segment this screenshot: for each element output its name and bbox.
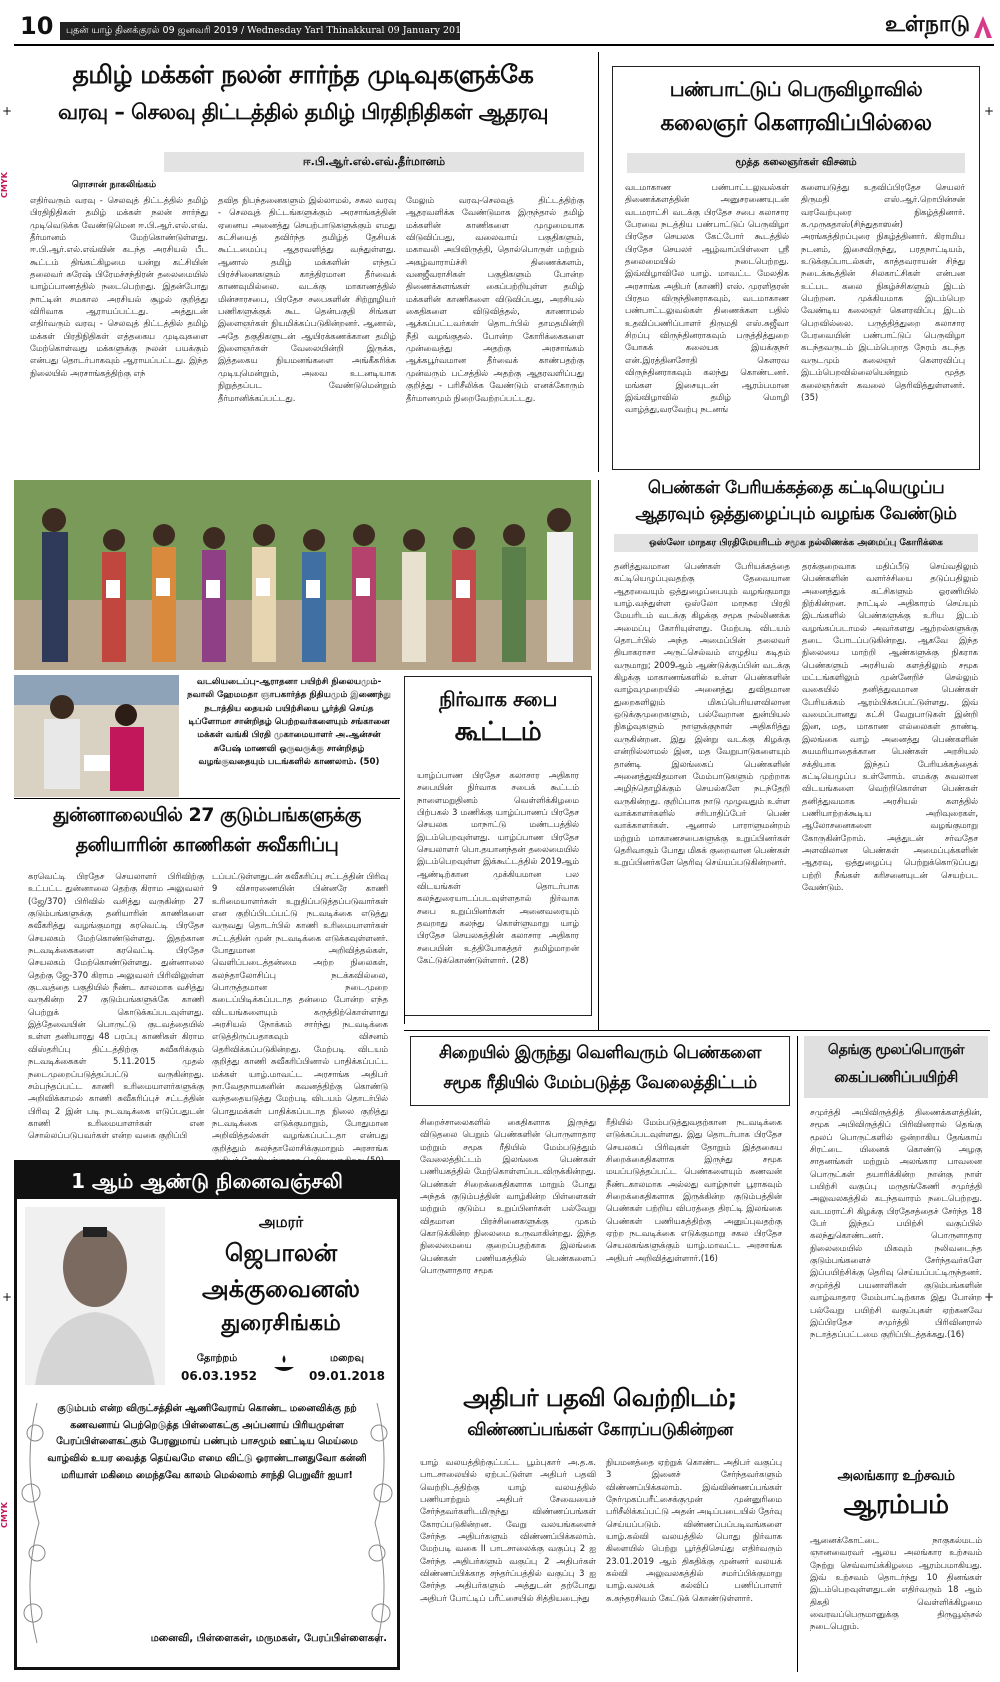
- obituary-name-line3: துரைசிங்கம்: [221, 1311, 341, 1336]
- story-subhead: ஈ.பி.ஆர்.எல்.எவ்.தீர்மானம்: [164, 152, 584, 172]
- obituary-prefix: அமரர்: [258, 1213, 304, 1231]
- obituary-signatories: மனைவி, பிள்ளைகள், மருமகள், பேரப்பிள்ளைகள்.: [150, 1633, 387, 1644]
- story-column: ரீதியில் மேம்படுத்துவதற்கான நடவடிக்கை எடுக்கப்படவுள்ளது. இது தொடர்பாக பிரதேச செயலகப் பிரிவுகள் தோறும் இத்தகைய சிறைக்கைதிகளாக இருந்து சமூக மயப்படுத்தப்பட்ட பெண்களையும் கணவன் நீண்டகாலமாக அல்லது வாழ்நாள் பூராகவும் சிறைக்கைதிகளாக இருக்கின்ற குடும்பத்தின் பெண்கள் பற்றிய விபரத்தை திரட்டி இலங்கை பெண்கள் பணியகத்திற்கு அனுப்புவதற்கு ஏற்ற நடவடிக்கை எடுக்குமாறு சகல பிரதேச செயலகங்களுக்கும் யாழ்.மாவட்ட அரசாங்க அதிபர் அறிவித்துள்ளார்.(16): [606, 1117, 782, 1263]
- birth-label: தோற்றம்: [196, 1353, 238, 1364]
- story-land-acquisition: [14, 800, 400, 1153]
- story-column: கரவெட்டி பிரதேச செயலாளர் பிரிவிற்கு உட்பட்ட துன்னாலை தெற்கு கிராம அலுவலர் (ஜே/370) பிரிவில் வசித்து வருகின்ற 27 குடும்பங்களுக்கு தனியாரின் காணிகளை சுவீகரித்து வழங்குமாறு கரவெட்டி பிரதேச செயலகம் மேற்கொண்டுள்ளது. இதற்கான நடவடிக்கைகளை கரவெட்டி பிரதேச செயலகம் மேற்கொண்டுள்ளது. துன்னாலை தெற்கு ஜே-370 கிராம அலுவலர் பிரிவிலுள்ள குடவத்தை பகுதியில் நீண்ட காலமாக வசித்து வருகின்ற 27 குடும்பங்களுக்கே காணி பெற்றுக் கொடுக்கப்படவுள்ளது. இத்தேவையின் பொருட்டு குடவத்தையில் உள்ள தனியாரது 48 பரப்பு காணிகள் கிராம விஸ்தரிப்பு திட்டத்திற்கு சுவீகரிக்கும் நடவடிக்கைகள் 5.11.2015 முதல் நடைமுறைப்படுத்தப்பட்டு வருகின்றது. சம்பந்தப்பட்ட காணி உரிமையாளர்களுக்கு அறிவிக்காமல் காணி சுவீகரிப்புச் சட்டத்தின் பிரிவு 2 இன் படி நடவடிக்கை எடுப்பதுடன் காணி உரிமையாளர்கள் என சொல்லப்படுபவர்கள் என்ற வகை குறிப்பி: [28, 871, 204, 1141]
- story-headline-line2: கூட்டம்: [454, 717, 542, 747]
- group-photo-figures: [14, 480, 591, 670]
- column-divider: [598, 52, 599, 472]
- story-headline-line2: ஆரம்பம்: [843, 1490, 949, 1520]
- story-column: டப்பட்டுள்ளதுடன் சுவீகரிப்பு சட்டத்தின் பிரிவு 9 விசாரணையின் பின்னரே காணி உரிமையாளர்கள் உறுதிப்படுத்தப்படுவார்கள் என குறிப்பிடப்பட்டு நடவடிக்கை எடுத்து வருவது தொடர்பில் காணி உரிமையாளர்கள் சட்டத்தின் முன் நடவடிக்கை எடுக்கவுள்ளனர். போதுமான அறிவித்தல்கள், வெளிப்படைத்தன்மை அற்ற நிலைகள், கலந்தாலோசிப்பு நடக்கவில்லை, பொருத்தமான நடைமுறை கடைப்பிடிக்கப்படாத தன்மை போன்ற எந்த விடயங்களையும் கருத்திற்கொள்ளாது அரசியல் நோக்கம் சார்ந்து நடவடிக்கை எடுத்திருப்பதாகவும் விசனம் தெரிவிக்கப்படுகின்றது. மேற்படி விடயம் குறித்து காணி சுவீகரிப்பினால் பாதிக்கப்பட்ட மக்கள் யாழ்.மாவட்ட அரசாங்க அதிபர் நா.வேதநாயகனின் கவனத்திற்கு கொண்டு வந்ததையடுத்து மேற்படி விடயம் தொடர்பில் பொதுமக்கள் பாதிக்கப்படாத நிலை குறித்து நடவடிக்கை எடுக்குமாறும், போதுமான அறிவித்தல்கள் வழங்கப்பட்டதா என்பது குறித்தும் கலந்தாலோசிக்குமாறும் அரசாங்க: [212, 871, 388, 1153]
- story-headline-line1: நிர்வாக சபை: [439, 687, 557, 711]
- masthead: [0, 0, 1000, 46]
- story-body: யாழ்ப்பாண பிரதேச கலாசார அதிகார சபையின் நிர்வாக சபைக் கூட்டம் நாளைமறுதினம் வெள்ளிக்கிழமை பிற்பகல் 3 மணிக்கு யாழ்ப்பாணப் பிரதேச செயலக மாநாட்டு மண்டபத்தில் இடம்பெறவுள்ளது. யாழ்ப்பாண பிரதேச செயலாளர் பொ.தயானந்தன் தலைமையில் இடம்பெறவுள்ள இக்கூட்டத்தில் 2019ஆம் ஆண்டிற்கான முக்கியமான பல விடயங்கள் தொடர்பாக கலந்துரையாடப்படவுள்ளதால் நிர்வாக சபை உறுப்பினர்கள் அனைவரையும் தவறாது கலந்து கொள்ளுமாறு யாழ் பிரதேச செயலகத்தின் கலாசார அதிகார சபையின் உத்தியோகத்தர் தமிழ்மாறன் கேட்டுக்கொண்டுள்ளார். (28): [417, 770, 579, 966]
- story-festival-start: [804, 1464, 988, 1674]
- story-body: ஆனைக்கோட்டை நாகுகல்மடம் ஞானவைரவர் ஆலய அலங்கார உற்சவம் நேற்று செவ்வாய்க்கிழமை ஆரம்பமாகியது. இவ் உற்சவம் தொடர்ந்து 10 தினங்கள் இடம்பெறவுள்ளதுடன் எதிர்வரும் 18 ஆம் திகதி வெள்ளிக்கிழமை வைரவப்பெருமானுக்கு திருவூஞ்சல் நடைபெறும்.: [810, 1535, 982, 1632]
- story-headline-line2: வரவு – செலவு திட்டத்தில் தமிழ் பிரதிநிதிகள் ஆதரவு: [58, 100, 548, 124]
- story-subhead: மூத்த கலைஞர்கள் விசனம்: [627, 153, 965, 173]
- registration-mark-icon: +: [2, 104, 13, 118]
- story-cultural-festival: [612, 66, 980, 470]
- story-headline-line2: கலைஞர் கௌரவிப்பில்லை: [660, 111, 932, 136]
- obituary-banner: 1 ஆம் ஆண்டு நினைவஞ்சலி: [17, 1163, 397, 1199]
- story-subhead: ஒஸ்லோ மாநகர பிரதிமேயரிடம் சமூக நல்லிணக்க அமைப்பு கோரிக்கை: [614, 534, 978, 552]
- group-photo: [14, 480, 591, 670]
- page-number: 10: [20, 12, 54, 40]
- story-headline-line2: சமூக ரீதியில் மேம்படுத்த வேலைத்திட்டம்: [443, 1073, 757, 1093]
- section-divider: [404, 1030, 990, 1031]
- date-english: Wednesday Yarl Thinakkural 09 January 2019: [247, 25, 468, 36]
- lamp-icon: [272, 1353, 296, 1375]
- story-column: மேலும் வரவு-செலவுத் திட்டத்திற்கு ஆதரவளிக்க வேண்டுமாக இருந்தால் தமிழ் மக்களின் காணிகளை முழுமையாக விடுவிப்பது, வலைவாய் பகுதிகளும், மகாவலி அபிவிருத்தி, தொல்பொருள் மற்றும் அகழ்வாராய்ச்சி திணைக்களம், வனஜீவராசிகள் பகுதிகளும் போன்ற திணைக்களங்கள் கைப்பற்றியுள்ள தமிழ் மக்களின் காணிகளை விடுவிப்பது, அரசியல் கைதிகளை விடுவித்தல், காணாமல் ஆக்கப்பட்டவர்கள் தொடர்பில் தாமதமின்றி நீதி வழங்குதல். போன்ற கோரிக்கைகளை முன்வைத்து அதற்கு அரசாங்கம் ஆக்கபூர்வமான தீர்வைக் காண்பதற்கு முன்வரும் பட்சத்தில் அதற்கு ஆதரவளிப்பது குறித்து - பரிசீலிக்க வேண்டும் எனக்கோரும் தீர்மானமும் நிறைவேற்றப்பட்டது.: [406, 195, 584, 403]
- story-column: தனித்துவமான பெண்கள் பேரியக்கத்தை கட்டியெழுப்புவதற்கு தேவையான ஆதரவையும் ஒத்துழைப்பையும் வழங்குமாறு யாழ்.வந்துள்ள ஒஸ்லோ மாநகர பிரதி மேயரிடம் வடக்கு கிழக்கு சமூக நல்லிணக்க அமைப்பு கோரியுள்ளது. மேற்படி விடயம் தொடர்பில் அந்த அமைப்பின் தலைவர் தியாகராசா அருட்செல்வம் எழுதிய கடிதம் வருமாறு; 2009ஆம் ஆண்டுக்குப்பின் வடக்கு கிழக்கு மாகாணங்களில் உள்ள பெண்களின் வாழ்வுமுறையில் அனைத்து துவிதமான துறைகளிலும் மிகப்பெரியளவிலான ஒடுக்குமுறைகளும், பல்வேறான துன்பியல் நிகழ்வுகளும் நாளுக்குநாள் அதிகரித்து வருகின்றன. இது இன்று வடக்கு கிழக்கு என்றில்லாமல் இன, மத வேறுபாடுகளையும் தாண்டி இலங்கைப் பெண்களின் அனைத்துவிதமான மேம்பாடுகளும் முற்றாக அழிந்தொழிக்கும் செயல்களே நடந்தேறி வருகின்றது. குறிப்பாக நாடு முழுவதும் உள்ள வாக்காளர்களில் சரிபாதிப்பேர் பெண் வாக்காளர்கள். ஆனால் பாராளுமன்றம் மற்றும் மாகாணசபைகளுக்கு உறுப்பினர்கள் தெரிவாகும் போது மிகக் குறைவான பெண்கள் உறுப்பினர்களே தெரிவு செய்யப்படுகின்றனர்.: [614, 561, 790, 868]
- story-column: யாழ் வலயத்திற்குட்பட்ட பூம்புகார் அ.த.க. பாடசாலையில் ஏற்பட்டுள்ள அதிபர் பதவி வெற்றிடத்திற்கு யாழ் வலயத்தில் பணியாற்றும் அதிபர் சேவையைச் சேர்ந்தவர்களிடமிருந்து விண்ணப்பங்கள் கோரப்படுகின்றன. வேறு வலயங்களைச் சேர்ந்த அதிபர்களும் விண்ணப்பிக்கலாம். மேற்படி வகை II பாடசாலைக்கு வகுப்பு 2 ஐ சேர்ந்த அதிபர்களும் வகுப்பு 2 அதிபர்கள் விண்ணப்பிக்காத சந்தர்ப்பத்தில் வகுப்பு 3 ஐ சேர்ந்த அதிபர்களும் அத்துடன் தற்போது அதிபர் போட்டிப் பரீட்சையில் சித்தியடைந்து: [420, 1457, 596, 1603]
- story-body: சமுர்த்தி அபிவிருத்தித் திணைக்களத்தின், சமூக அபிவிருத்திப் பிரிவினரால் தெங்கு மூலப் பொருட்களில் ஒன்றாகிய தேங்காய் சிரட்டை யினைக் கொண்டு அழகு சாதனங்கள் மற்றும் அலங்கார பாவனை பொருட்கள் தயாரிக்கின்ற நான்கு நாள் பயிற்சி வகுப்பு மருதங்கேணி சமுர்த்தி அலுவலகத்தில் கடந்தவாரம் நடைபெற்றது. வடமராட்சி கிழக்கு பிரதேசத்தைச் சேர்ந்த 18 பேர் இந்தப் பயிற்சி வகுப்பில் கலந்துகொண்டனர். பொருளாதார நிலைமையில் மிகவும் நலிவடைந்த குடும்பங்களைச் சேர்ந்தவர்களே இப்பயிற்சிக்கு தெரிவு செய்யப்பட்டிருந்தனர். சமுர்த்தி பயனாளிகள் குடும்பங்களின் வாழ்வாதார மேம்பாட்டிற்காக இது போன்ற பல்வேறு பயிற்சி வகுப்புகள் ஏற்கனவே இப்பிரதேச சமுர்த்தி பிரிவினரால் நடாத்தப்பட்டமை குறிப்பிடத்தக்கது.(16): [810, 1107, 982, 1340]
- story-headline-line2: ஆதரவும் ஒத்துழைப்பும் வழங்க வேண்டும்: [635, 504, 957, 524]
- story-column: சிறைச்சாலைகளில் கைதிகளாக இருந்து விடுதலை பெறும் பெண்களின் பொருளாதார மற்றும் சமூக ரீதியில் மேம்படுத்தும் வேலைத்திட்டம் இலங்கை பெண்கள் பணியகத்தில் மேற்கொள்ளப்படவிருக்கின்றது. பெண்கள் சிறைக்கைதிகளாக மாறும் போது அந்தக் குடும்பத்தின் வாழ்கின்ற பிள்ளைகள் மற்றும் குடும்ப உறுப்பினர்கள் பல்வேறு விதமான பிரச்சினைகளுக்கு முகம் கொடுக்கின்ற நிலைமை உருவாகின்றது. இந்த நிலைமையை குறைப்பதற்காக இலங்கை பெண்கள் பணியகத்தில் பெண்களைப் பொருளாதார சமூக: [420, 1117, 596, 1276]
- flower-decoration-icon: [17, 1403, 57, 1643]
- story-column: எதிர்வரும் வரவு - செலவுத் திட்டத்தில் தமிழ் பிரதிநிதிகள் தமிழ் மக்கள் நலன் சார்ந்து முடிவெடுக்க வேண்டுமென ஈ.பி.ஆர்.எல்.எவ். தீர்மானம் மேற்கொண்டுள்ளது. ஈ.பி.ஆர்.எல்.எவ்வின் கடந்த அரசியல் பீட கூட்டம் திங்கட்கிழமை யன்று கட்சியின் தலைவர் சுரேஷ் பிரேமச்சந்திரன் தலைமையில் யாழ்ப்பாணத்தில் நடைபெற்றது. இதன்போது நாட்டின் சமகால அரசியல் சூழல் குறித்து விரிவாக ஆராயப்பட்டது. அத்துடன் எதிர்வரும் வரவு - செலவுத் திட்டத்தில் தமிழ் மக்கள் பிரதிநிதிகள் எத்தகைய முடிவுகளை மேற்கொள்வது மக்களுக்கு நலன் பயக்கும் என்பது தொடர்பாகவும் ஆராயப்பட்டது. இந்த நிலையில் அரசாங்கத்திற்கு எந்: [30, 195, 208, 378]
- story-column: வடமாகாண பண்பாட்டலுவல்கள் திணைக்களத்தின் அனுசரணையுடன் வடமராட்சி வடக்கு பிரதேச சபை கலாசார பேரவை நடத்திய பண்பாட்டுப் பெருவிழா பிரதேச செயலக கேட்போர் கூடத்தில் பிரதேச செயலர் ஆழ்வாப்பிள்ளை ஸ்ரீ தலைமையில் நடைபெற்றது. இவ்விழாவிலே யாழ். மாவட்ட மேலதிக அரசாங்க அதிபர் (காணி) எஸ். முரளிதரன் பிரதம விருந்தினராகவும், வடமாகாண பண்பாட்டலுவல்கள் திணைக்கள பதில் உதவிப்பணிப்பாளர் திருமதி எஸ்.சுஜீவா சிறப்பு விருந்தினராகவும் பருத்தித்துறை யோகக் கலையக இயக்குநர் என்.இரத்தினசோதி கௌரவ விருந்தினராகவும் கலந்து கொண்டனர். மங்கள இசையுடன் ஆரம்பமான இவ்விழாவில் தமிழ் மொழி வாழ்த்து,வரவேற்பு நடனங்: [625, 182, 789, 415]
- story-headline-line1: துன்னாலையில் 27 குடும்பங்களுக்கு: [53, 804, 361, 826]
- date-banner: புதன் யாழ் தினக்குரல் 09 ஜனவரி 2019 / Wednesday Yarl Thinakkural 09 January 2019: [60, 22, 460, 40]
- section-divider: [14, 798, 400, 799]
- story-headline-line1: அதிபர் பதவி வெற்றிடம்;: [463, 1384, 737, 1412]
- portrait-photo: [25, 1207, 165, 1385]
- story-principal-vacancy: [410, 1380, 790, 1674]
- obituary-verse: குடும்பம் என்ற விருட்சத்தின் ஆணிவேராய் கொண்ட மனைவிக்கு நற் கணவனாய் பெற்றெடுத்த பிள்ளைகட்கு அப்பனாய் பிரியமுள்ள பேரப்பிள்ளைகட்கும் பேரனுமாய் பண்பும் பாசமும் ஊட்டிய மெய்மை வாழ்வில் உயர வைத்த தெய்வமே எமை விட்டு ஓராண்டானதுவோ கன்னி மரியாள் மகிமை மைந்தவே காலம் மெல்லாம் சாந்தி பெறுவீர் ஐயா!: [47, 1403, 367, 1481]
- obituary-name-line2: அக்குவைனஸ்: [202, 1275, 360, 1303]
- byline: ரொசான் நாகலிங்கம்: [71, 180, 157, 190]
- photo-caption: வடலியடைப்பு-ஆராதனா பயிற்சி நிலையமும்-நவாலி ஹேமமதா ஞாபகார்த்த நிதியமும் இணைந்து நடாத்திய தையல் பயிற்சியை பூர்த்தி செய்த டிப்ளோமா சான்றிதழ் பெற்றவர்களையும் சங்கானை மக்கள் வங்கி பிரதி முகாமையாளர் அ.ஆன்சன் சுபேஷ் மாணவி ஒருவருக்கு சான்றிதழ் வழங்குவதையும் படங்களில் காணலாம். (50): [187, 677, 391, 767]
- story-coconut-training: [804, 1036, 988, 1456]
- story-column: நியமனத்தை ஏற்றுக் கொண்ட அதிபர் வகுப்பு 3 இனைச் சேர்ந்தவர்களும் விண்ணப்பிக்கலாம். இவ்விண்ணப்பங்கள் நேர்முகப்பரீட்சைக்குமுன் முன்னுரிமை பரிசீலிக்கப்பட்டு அதன் அடிப்படையில் தேர்வு செய்யப்படும். விண்ணப்பப்படிவங்களை யாழ்.கல்வி வலயத்தில் பொது நிர்வாக கிளையில் பெற்று பூர்த்திசெய்து எதிர்வரும் 23.01.2019 ஆம் திகதிக்கு முன்னர் வலயக் கல்வி அலுவலகத்தில் சமர்ப்பிக்குமாறு யாழ்.வலயக் கல்விப் பணிப்பாளர் சு.சுந்தரசிவம் கேட்டுக் கொண்டுள்ளார்.: [606, 1457, 782, 1603]
- cmyk-mark-bottom: CMYK: [0, 1502, 9, 1528]
- story-headline-line1: பெண்கள் பேரியக்கத்தை கட்டியெழுப்ப: [647, 478, 945, 498]
- story-column: களையடுத்து உதவிப்பிரதேச செயலர் திருமதி எஸ்.ஆர்.றொபின்சன் வரவேற்புரை நிகழ்த்தினார். க.முருகதாஸ்(சிந்துதாஸன்) அரங்கத்திறப்புரை நிகழ்த்தினார். கிராமிய நடனம், இசைவிருந்து, பரதநாட்டியம், உடுக்குப்பாடல்கள், காத்தவராயன் சிந்து நடைக்கூத்தின் சிலகாட்சிகள் என்பன உட்பட கலை நிகழ்ச்சிகளும் இடம் பெற்றன. முக்கியமாக இடம்பெற வேண்டிய கலைஞர் கௌரவிப்பு இடம் பெறவில்லை. பருத்தித்துறை கலாசார பேரவையின் பண்பாட்டுப் பெருவிழா கடந்தவருடம் இடம்பெறாத நேரம் கடந்த வருடமும் கலைஞர் கௌரவிப்பு இடம்பெறவில்லையென்றும் மூத்த கலைஞர்கள் கவலை தெரிவித்துள்ளனர்.(35): [801, 182, 965, 402]
- certificate-photo: [14, 675, 179, 797]
- story-committee-meeting: [404, 676, 592, 1016]
- story-headline-line2: தனியாரின் காணிகள் சுவீகரிப்பு: [75, 834, 339, 856]
- date-tamil: புதன் யாழ் தினக்குரல் 09 ஜனவரி 2019: [66, 25, 238, 36]
- death-label: மறைவு: [330, 1353, 364, 1364]
- story-womens-movement: [604, 474, 988, 1034]
- story-headline-line1: தமிழ் மக்கள் நலன் சார்ந்த முடிவுகளுக்கே: [72, 60, 534, 89]
- flower-decoration-icon: [357, 1403, 397, 1643]
- story-column: தரக்குறைவாக மதிப்பீடு செய்வதிலும் பெண்களின் வளர்ச்சியை தடுப்பதிலும் அனைத்துக் கட்சிகளும் ஓரணியில் நிற்கின்றன. நாட்டில் அதிகாரம் செய்யும் இடங்களில் பெண்களுக்கு உரிய இடம் வழங்கப்படாமல் அவர்களது ஆற்றல்களுக்கு தடை போடப்படுகின்றது. ஆகவே இந்த நிலையை மாற்றி ஆண்களுக்கு நிகராக பெண்களும் அரசியல் களத்திலும் சமூக மட்டங்களிலும் முன்னேறிச் செல்லும் வகையில் தனித்துவமான பெண்கள் பேரியக்கம் ஆரம்பிக்கப்பட்டுள்ளது. இவ் வமைப்பானது கட்சி வேறுபாடுகள் இன்றி இன, மத, மாகாண எல்லைகள் தாண்டி இலங்கை வாழ் அனைத்து பெண்களின் சுயமரியாதைக்கான பெண்கள் அரசியல் சக்தியாக இந்தப் பேரியக்கத்தைக் கட்டியெழுப்ப உள்ளோம். எமக்கு சுவலான விடயங்களை வெற்றிகொள்ள பெண்கள் தனித்துவமாக அரசியல் களத்தில் பணியாற்றக்கூடிய அறிவுரைகள், ஆலோசனைகளை வழங்குமாறு கோருகின்றோம். அத்துடன் சர்வதேச அளவிலான பெண்கள் அமைப்புக்களின் ஆதரவு, ஒத்துழைப்பு பெற்றுக்கொடுப்பது பற்றி நீங்கள் கரிசனையுடன் செயற்பட வேண்டும்.: [802, 561, 978, 892]
- obituary-name-line1: ஜெபாலன்: [224, 1239, 338, 1267]
- story-column: தவித நிபந்தனைகளும் இல்லாமல், சகல வரவு - செலவுத் திட்டங்களுக்கும் அரசாங்கத்தின் ஏனைய அனைத்து செயற்பாடுகளுக்கும் எமது கட்சியைத் தவிர்ந்த தமிழ்த் தேசியக் கூட்டமைப்பு ஆதரவளித்து வந்துள்ளது. ஆனால் தமிழ் மக்களின் எந்தப் பிரச்சினைகளும் காத்திரமான தீர்வைக் காணவுமில்லை. வடக்கு மாகாணத்தில் மின்சாரசபை, பிரதேச சபைகளின் சிற்றூழியர் பணிகளுக்குக் கூட தென்பகுதி சிங்கள இளைஞர்கள் நியமிக்கப்படுகின்றனர். ஆனால், அதே தகுதிகளுடன் ஆயிரக்கணக்கான தமிழ் இளைஞர்கள் வேலையின்றி இருக்க, இத்தகைய நியமனங்களை அங்கீகரிக்க முடியுமென்றும், அவை உடனடியாக நிறுத்தப்பட வேண்டுமென்றும் தீர்மானிக்கப்பட்டது.: [218, 195, 396, 403]
- registration-mark-icon: +: [2, 1290, 13, 1304]
- story-headline-line2: விண்ணப்பங்கள் கோரப்படுகின்றன: [467, 1420, 733, 1440]
- birth-date: 06.03.1952: [181, 1369, 257, 1383]
- registration-mark-icon: +: [984, 104, 995, 118]
- story-headline-line1: தெங்கு மூலப்பொருள்: [827, 1042, 965, 1058]
- obituary-notice: [14, 1160, 400, 1670]
- column-divider: [598, 480, 599, 1030]
- story-released-women: [410, 1036, 790, 1370]
- story-headline-line1: சிறையில் இருந்து வெளிவரும் பெண்களை: [438, 1043, 762, 1063]
- story-headline-line2: கைப்பணிப்பயிற்சி: [834, 1068, 958, 1086]
- story-tamil-budget: [14, 52, 592, 482]
- cmyk-mark-top: CMYK: [0, 172, 9, 198]
- registration-mark-icon: +: [984, 1290, 995, 1304]
- story-headline-line1: பண்பாட்டுப் பெருவிழாவில்: [669, 77, 923, 101]
- death-date: 09.01.2018: [309, 1369, 385, 1383]
- column-divider: [404, 800, 405, 1024]
- section-title: உள்நாடு: [884, 12, 970, 37]
- column-divider: [797, 1036, 798, 1672]
- story-headline-line1: அலங்கார உற்சவம்: [837, 1468, 955, 1484]
- section-logo-icon: [972, 14, 994, 40]
